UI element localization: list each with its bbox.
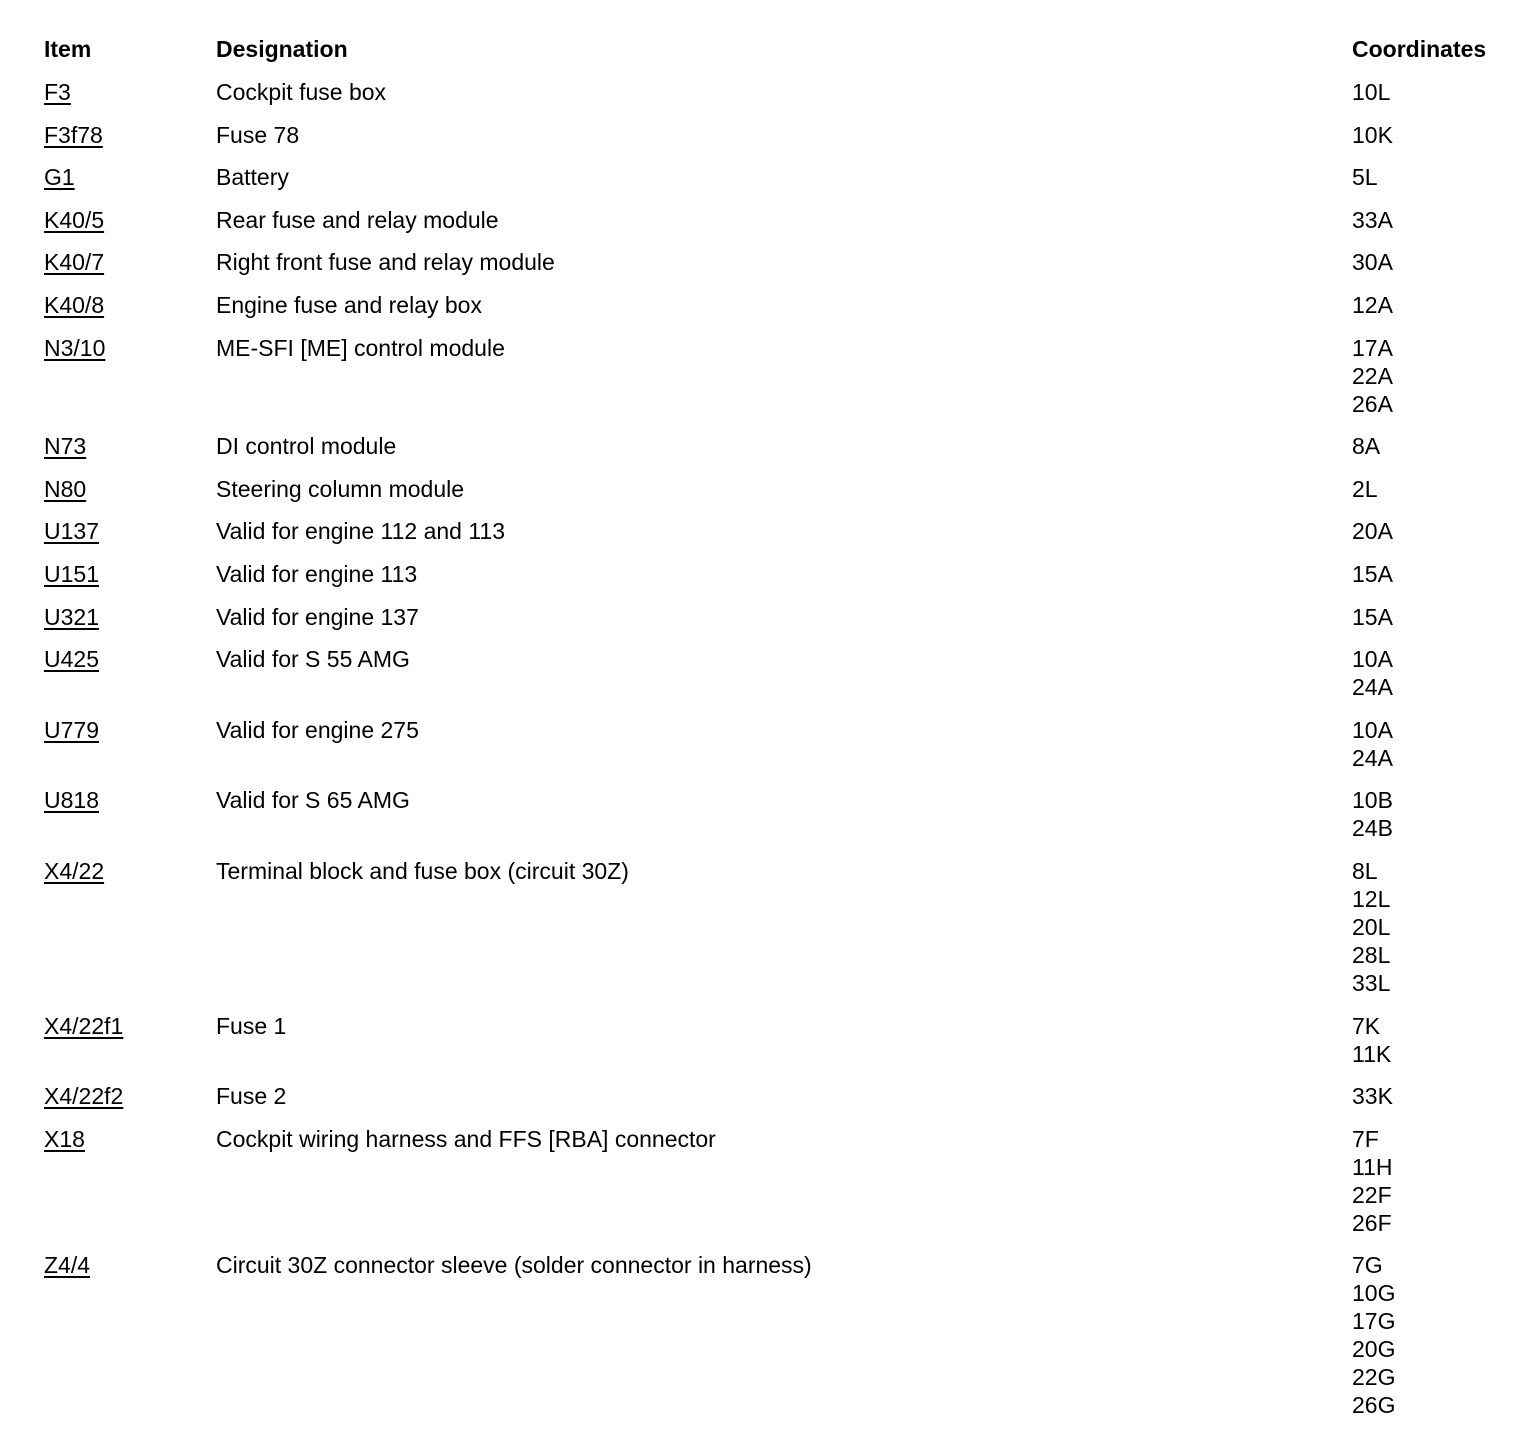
coordinates-cell bbox=[1352, 786, 1520, 842]
designation-cell: Valid for engine 113 bbox=[216, 560, 418, 587]
table-row bbox=[0, 603, 1520, 646]
coordinate-value: 2L bbox=[1352, 475, 1378, 502]
item-link[interactable]: X4/22f1 bbox=[44, 1012, 124, 1039]
designation-cell: Cockpit wiring harness and FFS [RBA] connector bbox=[216, 1125, 716, 1152]
coordinates-cell bbox=[1352, 248, 1520, 276]
coordinate-value: 33A bbox=[1352, 206, 1393, 233]
table-row bbox=[0, 121, 1520, 164]
coordinate-value: 10A bbox=[1352, 646, 1393, 673]
coordinate-value: 24B bbox=[1352, 815, 1393, 842]
designation-cell: Cockpit fuse box bbox=[216, 79, 387, 105]
coordinates-cell bbox=[1352, 432, 1520, 460]
coordinates-cell bbox=[1352, 645, 1520, 701]
coordinate-value: 26G bbox=[1352, 1392, 1396, 1419]
coordinate-value: 20A bbox=[1352, 518, 1393, 545]
coordinate-value: 7G bbox=[1352, 1252, 1383, 1279]
designation-cell: Valid for engine 137 bbox=[216, 603, 419, 630]
coordinate-value: 22F bbox=[1352, 1181, 1392, 1208]
coordinate-value: 10K bbox=[1352, 121, 1393, 148]
table-row bbox=[0, 334, 1520, 433]
item-link[interactable]: X4/22 bbox=[44, 857, 105, 884]
table-row bbox=[0, 1251, 1520, 1434]
designation-cell: Right front fuse and relay module bbox=[216, 249, 555, 276]
coordinates-cell bbox=[1352, 1251, 1520, 1419]
item-link[interactable]: N73 bbox=[44, 433, 87, 460]
table-row bbox=[0, 291, 1520, 334]
coordinate-value: 7F bbox=[1352, 1125, 1379, 1152]
table-header bbox=[0, 36, 1520, 66]
coordinates-cell bbox=[1352, 1125, 1520, 1237]
coordinate-value: 33K bbox=[1352, 1083, 1393, 1110]
coordinate-value: 20G bbox=[1352, 1336, 1396, 1363]
table-row bbox=[0, 1012, 1520, 1083]
coordinate-value: 24A bbox=[1352, 744, 1393, 771]
item-link[interactable]: G1 bbox=[44, 164, 75, 191]
coordinate-value: 8A bbox=[1352, 433, 1381, 460]
coordinate-value: 22A bbox=[1352, 362, 1393, 389]
coordinates-cell bbox=[1352, 291, 1520, 319]
coordinate-value: 26F bbox=[1352, 1209, 1392, 1236]
coordinate-value: 24A bbox=[1352, 674, 1393, 701]
coordinates-cell bbox=[1352, 121, 1520, 149]
coordinate-value: 28L bbox=[1352, 941, 1391, 968]
item-link[interactable]: U321 bbox=[44, 603, 99, 630]
coordinate-value: 22G bbox=[1352, 1364, 1396, 1391]
item-link[interactable]: X4/22f2 bbox=[44, 1083, 124, 1110]
coordinate-value: 10L bbox=[1352, 79, 1391, 105]
table-row bbox=[0, 645, 1520, 716]
item-link[interactable]: U137 bbox=[44, 518, 99, 545]
coordinates-cell bbox=[1352, 716, 1520, 772]
table-row bbox=[0, 1082, 1520, 1125]
coordinate-value: 11K bbox=[1352, 1040, 1392, 1067]
table-row bbox=[0, 163, 1520, 206]
table-row bbox=[0, 857, 1520, 1012]
item-link[interactable]: F3f78 bbox=[44, 121, 103, 148]
designation-cell: Terminal block and fuse box (circuit 30Z) bbox=[216, 857, 629, 884]
table-row bbox=[0, 786, 1520, 857]
header-coordinates: Coordinates bbox=[1352, 36, 1487, 62]
designation-cell: Circuit 30Z connector sleeve (solder connector in harness) bbox=[216, 1252, 812, 1279]
coordinate-value: 20L bbox=[1352, 913, 1391, 940]
coordinate-value: 10B bbox=[1352, 787, 1393, 814]
header-designation: Designation bbox=[216, 36, 348, 62]
table-row bbox=[0, 517, 1520, 560]
table-body bbox=[0, 78, 1520, 1434]
item-link[interactable]: U425 bbox=[44, 646, 99, 673]
item-link[interactable]: F3 bbox=[44, 79, 71, 105]
designation-cell: Valid for engine 275 bbox=[216, 716, 419, 743]
designation-cell: Valid for S 55 AMG bbox=[216, 646, 410, 673]
designation-cell: Fuse 78 bbox=[216, 121, 300, 148]
coordinate-value: 10G bbox=[1352, 1280, 1396, 1307]
item-link[interactable]: K40/8 bbox=[44, 291, 105, 318]
coordinate-value: 30A bbox=[1352, 249, 1393, 276]
header-item: Item bbox=[44, 36, 92, 62]
table-row bbox=[0, 248, 1520, 291]
coordinates-cell bbox=[1352, 1012, 1520, 1068]
coordinate-value: 17A bbox=[1352, 334, 1393, 361]
coordinate-value: 11H bbox=[1352, 1153, 1393, 1180]
coordinates-cell bbox=[1352, 1082, 1520, 1110]
coordinate-value: 12L bbox=[1352, 885, 1391, 912]
item-link[interactable]: U151 bbox=[44, 560, 99, 587]
item-link[interactable]: X18 bbox=[44, 1125, 85, 1152]
coordinates-cell bbox=[1352, 163, 1520, 191]
table-row bbox=[0, 432, 1520, 475]
coordinates-cell bbox=[1352, 560, 1520, 588]
coordinate-value: 10A bbox=[1352, 716, 1393, 743]
table-row bbox=[0, 78, 1520, 121]
item-link[interactable]: K40/7 bbox=[44, 249, 105, 276]
coordinate-value: 26A bbox=[1352, 390, 1393, 417]
coordinate-value: 8L bbox=[1352, 857, 1378, 884]
table-row bbox=[0, 716, 1520, 787]
coordinates-cell bbox=[1352, 334, 1520, 418]
coordinates-cell bbox=[1352, 857, 1520, 997]
item-link[interactable]: K40/5 bbox=[44, 206, 105, 233]
coordinate-value: 33L bbox=[1352, 969, 1391, 996]
coordinates-cell bbox=[1352, 517, 1520, 545]
coordinate-value: 17G bbox=[1352, 1308, 1396, 1335]
table-row bbox=[0, 206, 1520, 249]
coordinate-value: 15A bbox=[1352, 560, 1393, 587]
designation-cell: Valid for engine 112 and 113 bbox=[216, 518, 506, 545]
table-row bbox=[0, 560, 1520, 603]
designation-cell: DI control module bbox=[216, 433, 397, 460]
designation-cell: Fuse 1 bbox=[216, 1012, 287, 1039]
coordinate-value: 12A bbox=[1352, 291, 1393, 318]
designation-cell: Valid for S 65 AMG bbox=[216, 787, 410, 814]
coordinates-cell bbox=[1352, 206, 1520, 234]
coordinate-value: 7K bbox=[1352, 1012, 1381, 1039]
coordinate-value: 5L bbox=[1352, 164, 1378, 191]
table-row bbox=[0, 1125, 1520, 1252]
table-row bbox=[0, 475, 1520, 518]
coordinates-cell bbox=[1352, 78, 1520, 106]
designation-cell: Steering column module bbox=[216, 475, 465, 502]
designation-cell: Battery bbox=[216, 164, 289, 191]
item-link[interactable]: N80 bbox=[44, 475, 87, 502]
coordinate-value: 15A bbox=[1352, 603, 1393, 630]
item-link[interactable]: U818 bbox=[44, 787, 99, 814]
item-link[interactable]: N3/10 bbox=[44, 334, 106, 361]
coordinates-cell bbox=[1352, 475, 1520, 503]
designation-cell: Rear fuse and relay module bbox=[216, 206, 499, 233]
item-link[interactable]: Z4/4 bbox=[44, 1252, 91, 1279]
item-link[interactable]: U779 bbox=[44, 716, 99, 743]
designation-cell: ME-SFI [ME] control module bbox=[216, 334, 505, 361]
designation-cell: Engine fuse and relay box bbox=[216, 291, 482, 318]
designation-cell: Fuse 2 bbox=[216, 1083, 287, 1110]
coordinates-cell bbox=[1352, 603, 1520, 631]
